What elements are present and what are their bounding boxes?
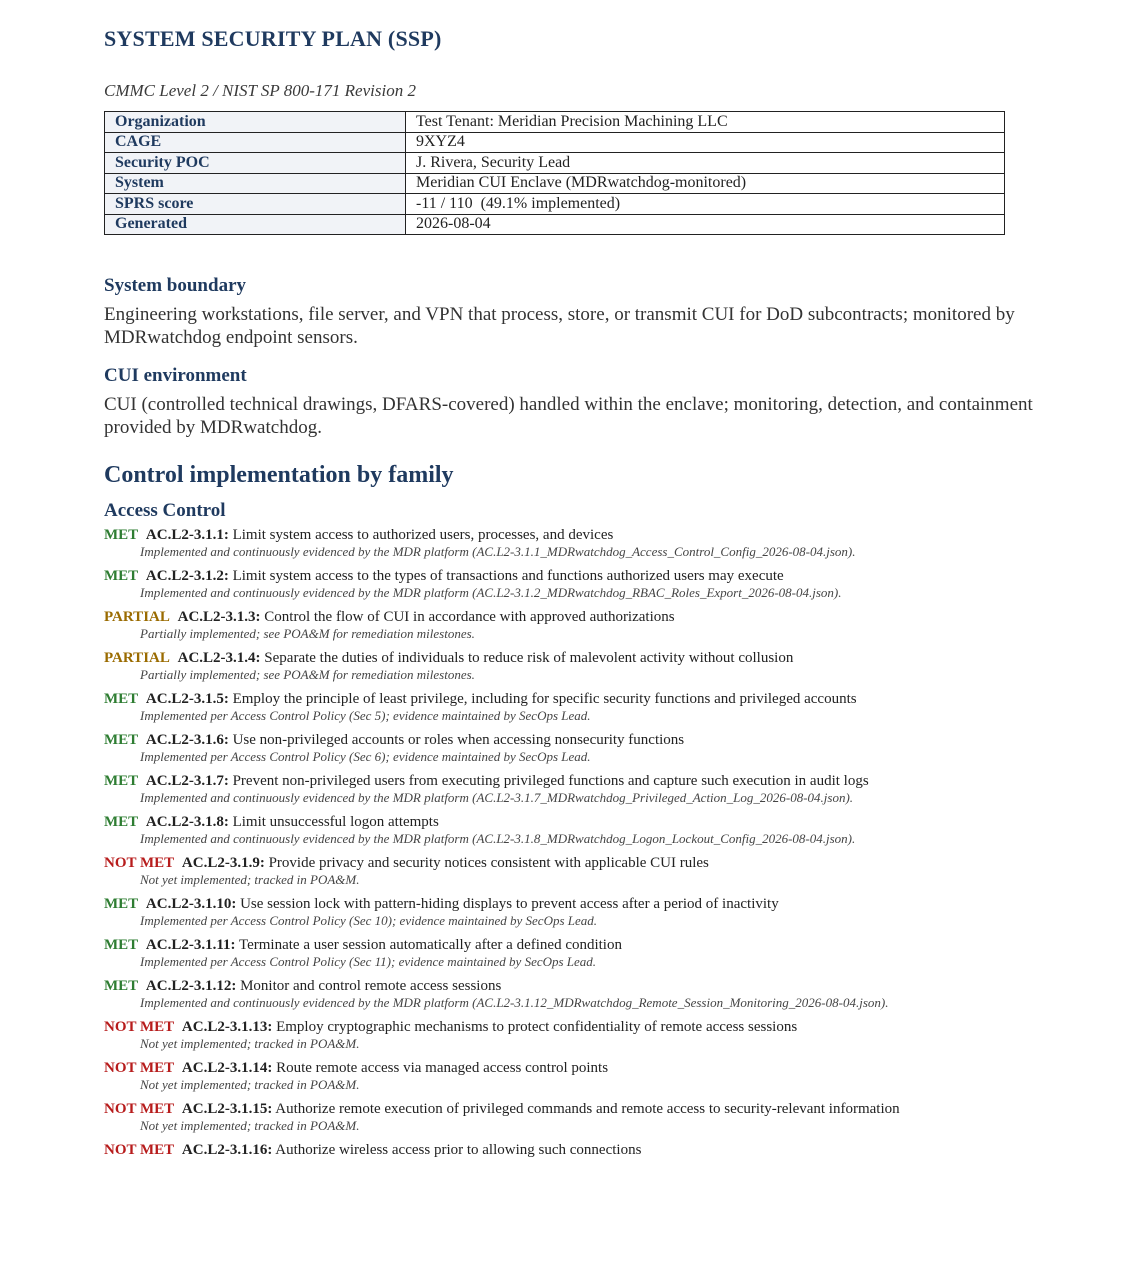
system-boundary-text: Engineering workstations, file server, and VPN that process, store, or transmit CUI for DoD subcontracts; monitored by MDRwatchdog endpoint sensors. xyxy=(104,304,1015,348)
metadata-value: Meridian CUI Enclave (MDRwatchdog-monitored) xyxy=(406,173,1005,194)
control-implementation-note: Implemented and continuously evidenced by the MDR platform (AC.L2-3.1.2_MDRwatchdog_RBAC_Roles_Export_2026-08-04.json). xyxy=(140,585,842,600)
control-item xyxy=(104,1141,1148,1159)
control-id: AC.L2-3.1.9: xyxy=(181,855,265,871)
document-subtitle: CMMC Level 2 / NIST SP 800-171 Revision 2 xyxy=(104,81,416,100)
control-item xyxy=(104,772,1148,806)
control-implementation-note: Implemented and continuously evidenced by the MDR platform (AC.L2-3.1.12_MDRwatchdog_Remote_Session_Monitoring_2026-08-04.json). xyxy=(140,995,889,1010)
cui-environment-heading: CUI environment xyxy=(104,365,247,386)
metadata-key: SPRS score xyxy=(105,194,406,215)
control-implementation-note: Not yet implemented; tracked in POA&M. xyxy=(140,872,360,887)
metadata-value: Test Tenant: Meridian Precision Machining LLC xyxy=(406,112,1005,133)
control-id: AC.L2-3.1.15: xyxy=(181,1101,273,1117)
control-implementation-note: Implemented and continuously evidenced by the MDR platform (AC.L2-3.1.8_MDRwatchdog_Logon_Lockout_Config_2026-08-04.json). xyxy=(140,831,856,846)
control-item xyxy=(104,1059,1148,1093)
control-status-badge: PARTIAL xyxy=(104,650,170,666)
control-description: Use non-privileged accounts or roles when accessing nonsecurity functions xyxy=(232,732,685,748)
control-line xyxy=(104,854,1148,872)
control-status-badge: NOT MET xyxy=(104,1142,175,1158)
control-item xyxy=(104,526,1148,560)
metadata-row xyxy=(105,173,1005,194)
control-implementation-note: Partially implemented; see POA&M for remediation milestones. xyxy=(140,626,475,641)
document-title: SYSTEM SECURITY PLAN (SSP) xyxy=(104,26,442,51)
control-id: AC.L2-3.1.4: xyxy=(177,650,261,666)
control-description: Terminate a user session automatically after a defined condition xyxy=(239,937,622,953)
control-line xyxy=(104,1059,1148,1077)
control-implementation-note: Not yet implemented; tracked in POA&M. xyxy=(140,1118,360,1133)
control-line xyxy=(104,567,1148,585)
control-implementation-note: Implemented per Access Control Policy (Sec 11); evidence maintained by SecOps Lead. xyxy=(140,954,597,969)
control-implementation-note: Not yet implemented; tracked in POA&M. xyxy=(140,1077,360,1092)
control-description: Limit system access to authorized users, processes, and devices xyxy=(232,527,614,543)
system-boundary-heading: System boundary xyxy=(104,275,246,296)
control-line xyxy=(104,772,1148,790)
controls-section-heading: Control implementation by family xyxy=(104,462,454,488)
control-implementation-note: Implemented per Access Control Policy (Sec 6); evidence maintained by SecOps Lead. xyxy=(140,749,591,764)
control-implementation-note: Implemented per Access Control Policy (Sec 10); evidence maintained by SecOps Lead. xyxy=(140,913,598,928)
control-implementation-note: Implemented per Access Control Policy (Sec 5); evidence maintained by SecOps Lead. xyxy=(140,708,591,723)
control-implementation-note: Partially implemented; see POA&M for remediation milestones. xyxy=(140,667,475,682)
control-id: AC.L2-3.1.12: xyxy=(145,978,237,994)
control-status-badge: MET xyxy=(104,896,139,912)
control-id: AC.L2-3.1.7: xyxy=(145,773,229,789)
control-id: AC.L2-3.1.16: xyxy=(181,1142,273,1158)
metadata-row xyxy=(105,214,1005,235)
control-status-badge: MET xyxy=(104,978,139,994)
control-line xyxy=(104,1018,1148,1036)
control-line xyxy=(104,936,1148,954)
control-item xyxy=(104,977,1148,1011)
control-status-badge: MET xyxy=(104,732,139,748)
control-implementation-note: Not yet implemented; tracked in POA&M. xyxy=(140,1036,360,1051)
control-item xyxy=(104,731,1148,765)
metadata-row xyxy=(105,112,1005,133)
control-status-badge: PARTIAL xyxy=(104,609,170,625)
control-implementation-note: Implemented and continuously evidenced by the MDR platform (AC.L2-3.1.7_MDRwatchdog_Privileged_Action_Log_2026-08-04.json). xyxy=(140,790,854,805)
control-list xyxy=(104,526,1148,1159)
control-status-badge: MET xyxy=(104,773,139,789)
control-id: AC.L2-3.1.13: xyxy=(181,1019,273,1035)
control-item xyxy=(104,1100,1148,1134)
control-status-badge: MET xyxy=(104,691,139,707)
control-id: AC.L2-3.1.3: xyxy=(177,609,261,625)
metadata-value: -11 / 110 (49.1% implemented) xyxy=(406,194,1005,215)
control-description: Limit unsuccessful logon attempts xyxy=(232,814,439,830)
control-status-badge: MET xyxy=(104,568,139,584)
control-item xyxy=(104,690,1148,724)
cui-environment-text: CUI (controlled technical drawings, DFARS-covered) handled within the enclave; monitoring, detection, and containment provided by MDRwatchdog. xyxy=(104,394,1033,438)
control-id: AC.L2-3.1.5: xyxy=(145,691,229,707)
control-line xyxy=(104,895,1148,913)
control-line xyxy=(104,813,1148,831)
system-metadata-table xyxy=(104,111,1005,235)
control-description: Employ the principle of least privilege, including for specific security functions and privileged accounts xyxy=(232,691,857,707)
metadata-value: 9XYZ4 xyxy=(406,132,1005,153)
control-description: Employ cryptographic mechanisms to protect confidentiality of remote access sessions xyxy=(276,1019,798,1035)
control-id: AC.L2-3.1.6: xyxy=(145,732,229,748)
control-status-badge: MET xyxy=(104,814,139,830)
control-id: AC.L2-3.1.8: xyxy=(145,814,229,830)
control-description: Limit system access to the types of transactions and functions authorized users may execute xyxy=(232,568,784,584)
control-implementation-note: Implemented and continuously evidenced by the MDR platform (AC.L2-3.1.1_MDRwatchdog_Access_Control_Config_2026-08-04.json). xyxy=(140,544,856,559)
control-description: Prevent non-privileged users from executing privileged functions and capture such execution in audit logs xyxy=(232,773,869,789)
control-status-badge: MET xyxy=(104,937,139,953)
control-status-badge: MET xyxy=(104,527,139,543)
control-item xyxy=(104,936,1148,970)
metadata-value: 2026-08-04 xyxy=(406,214,1005,235)
control-description: Authorize remote execution of privileged commands and remote access to security-relevant information xyxy=(275,1101,900,1117)
control-line xyxy=(104,608,1148,626)
control-description: Route remote access via managed access control points xyxy=(276,1060,609,1076)
control-line xyxy=(104,1141,1148,1159)
control-status-badge: NOT MET xyxy=(104,1019,175,1035)
control-item xyxy=(104,854,1148,888)
control-item xyxy=(104,649,1148,683)
control-item xyxy=(104,813,1148,847)
control-description: Separate the duties of individuals to reduce risk of malevolent activity without collusion xyxy=(264,650,794,666)
control-line xyxy=(104,1100,1148,1118)
control-id: AC.L2-3.1.14: xyxy=(181,1060,273,1076)
control-line xyxy=(104,649,1148,667)
control-id: AC.L2-3.1.1: xyxy=(145,527,229,543)
metadata-key: System xyxy=(105,173,406,194)
metadata-row xyxy=(105,132,1005,153)
control-status-badge: NOT MET xyxy=(104,1060,175,1076)
control-line xyxy=(104,690,1148,708)
control-status-badge: NOT MET xyxy=(104,855,175,871)
control-description: Control the flow of CUI in accordance with approved authorizations xyxy=(264,609,675,625)
metadata-row xyxy=(105,194,1005,215)
control-description: Authorize wireless access prior to allowing such connections xyxy=(275,1142,642,1158)
metadata-key: Organization xyxy=(105,112,406,133)
control-id: AC.L2-3.1.10: xyxy=(145,896,237,912)
metadata-value: J. Rivera, Security Lead xyxy=(406,153,1005,174)
control-item xyxy=(104,567,1148,601)
control-status-badge: NOT MET xyxy=(104,1101,175,1117)
control-item xyxy=(104,608,1148,642)
control-family-heading: Access Control xyxy=(104,500,226,521)
metadata-key: Generated xyxy=(105,214,406,235)
metadata-row xyxy=(105,153,1005,174)
metadata-key: Security POC xyxy=(105,153,406,174)
control-line xyxy=(104,977,1148,995)
control-item xyxy=(104,1018,1148,1052)
control-line xyxy=(104,731,1148,749)
control-description: Monitor and control remote access sessions xyxy=(240,978,502,994)
control-id: AC.L2-3.1.2: xyxy=(145,568,229,584)
control-line xyxy=(104,526,1148,544)
control-id: AC.L2-3.1.11: xyxy=(145,937,236,953)
control-item xyxy=(104,895,1148,929)
control-description: Provide privacy and security notices consistent with applicable CUI rules xyxy=(268,855,709,871)
metadata-key: CAGE xyxy=(105,132,406,153)
control-description: Use session lock with pattern-hiding displays to prevent access after a period of inactivity xyxy=(240,896,779,912)
